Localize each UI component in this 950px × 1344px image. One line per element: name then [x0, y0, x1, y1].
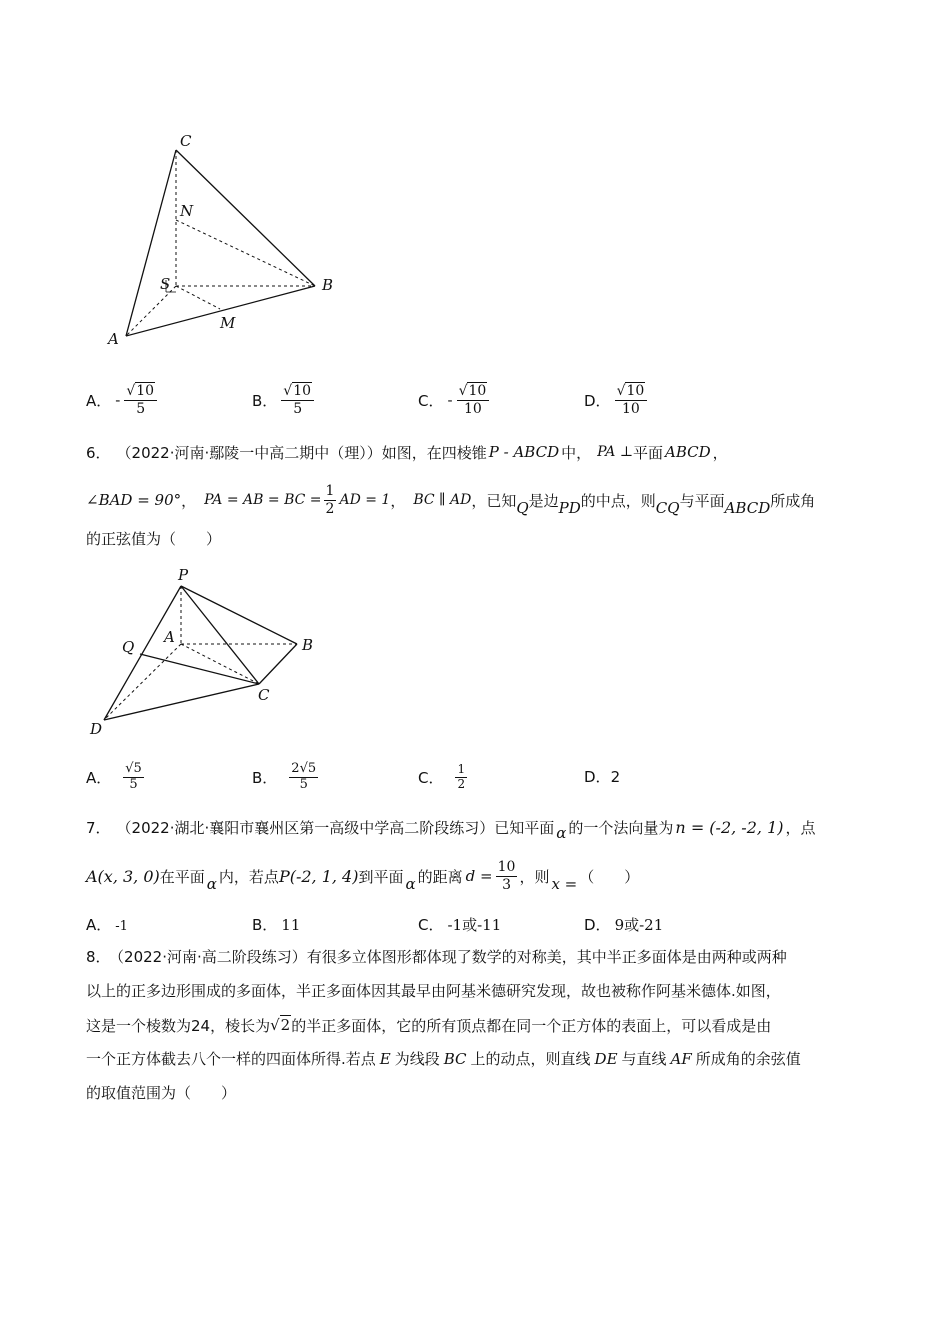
q8-line5: 的取值范围为（ ） [86, 1084, 237, 1102]
q8-line3: 这是一个棱数为24，棱长为 √2 的半正多面体，它的所有顶点都在同一个正方体的表面上，可以看成是由 [86, 1016, 772, 1035]
q8-line2: 以上的正多边形围成的多面体，半正多面体因其最早由阿基米德研究发现，故也被称作阿基米德体.如图， [86, 982, 781, 1000]
q6-option-c: C． $\frac{1}{2}$ [418, 761, 466, 791]
q6-option-a: A． $\frac{√5}{5}$ [86, 760, 142, 792]
label-D: D [90, 720, 103, 738]
label-P: P [178, 566, 189, 584]
q6-line1: 6． （2022·河南·鄢陵一中高二期中（理））如图，在四棱锥 P - ABCD 中， PA ⊥ 平面 ABCD ， [86, 443, 728, 462]
q5-option-d: D． $\frac{√10}{10}$ [584, 378, 647, 422]
label-Q: Q [122, 638, 135, 656]
tetrahedron-figure [100, 128, 350, 353]
q7-option-c: C． -1或-11 [418, 916, 502, 934]
label-S: S [160, 275, 171, 293]
q6-option-b: B． $\frac{2√5}{5}$ [252, 760, 317, 792]
q5-option-a: A． - $\frac{√10}{5}$ [86, 378, 157, 422]
q8-line1: 8． （2022·河南·高二阶段练习）有很多立体图形都体现了数学的对称美，其中半正多面体是由两种或两种 [86, 948, 787, 966]
q7-option-a: A． -1 [86, 916, 128, 934]
q8-line4: 一个正方体截去八个一样的四面体所得.若点 E 为线段 BC 上的动点，则直线 DE 与直线 AF 所成角的余弦值 [86, 1050, 801, 1068]
q7-line2: A(x, 3, 0) 在平面 α 内，若点 P(-2, 1, 4) 到平面 α 的距离 d = $\frac{10}{3}$ ，则 x = （ ） [86, 859, 640, 893]
pyramid-figure [84, 562, 324, 742]
q7-option-b: B． 11 [252, 916, 301, 934]
q6-line3: 的正弦值为（ ） [86, 530, 222, 548]
label-C: C [180, 132, 192, 150]
q5-option-b: B． $\frac{√10}{5}$ [252, 378, 314, 422]
q7-option-d: D． 9或-21 [584, 916, 664, 934]
label-C2: C [258, 686, 270, 704]
label-M: M [220, 314, 236, 332]
label-B2: B [302, 636, 314, 654]
label-A2: A [164, 628, 175, 646]
label-N: N [180, 202, 194, 220]
q6-option-d: D．2 [584, 768, 621, 786]
q6-line2: ∠BAD = 90° ， PA = AB = BC = $\frac{1}{2}$ AD = 1 ， BC ∥ AD ，已知 Q 是边 PD 的中点，则 CQ 与平面 ABCD 所成角 [86, 483, 816, 517]
q7-line1: 7． （2022·湖北·襄阳市襄州区第一高级中学高二阶段练习）已知平面 α 的一个法向量为 n = (-2, -2, 1) ，点 [86, 817, 816, 842]
label-A: A [108, 330, 119, 348]
q5-option-c: C． - $\frac{√10}{10}$ [418, 378, 489, 422]
label-B: B [322, 276, 334, 294]
